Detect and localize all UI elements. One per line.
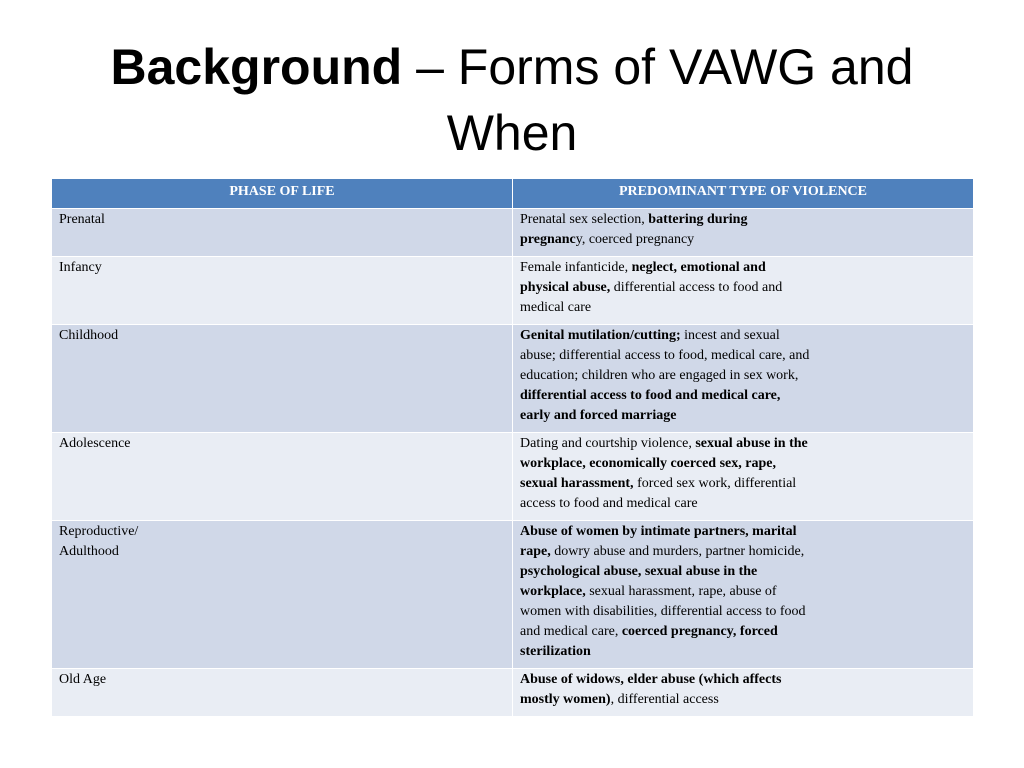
table-row bbox=[52, 209, 974, 257]
slide-title-bold: Background bbox=[110, 39, 403, 95]
phase-label: Adolescence bbox=[59, 436, 131, 451]
violence-text-segment: Prenatal sex selection, bbox=[520, 212, 649, 227]
violence-cell bbox=[513, 325, 974, 433]
violence-text-bold: Abuse of widows, elder abuse (which affects mostly women) bbox=[520, 672, 782, 707]
violence-text-bold: battering during pregnanc bbox=[520, 212, 748, 247]
violence-text bbox=[520, 670, 810, 710]
table-row bbox=[52, 521, 974, 669]
violence-text-segment: Female infanticide, bbox=[520, 260, 632, 275]
header-phase-of-life: PHASE OF LIFE bbox=[52, 179, 513, 209]
violence-text bbox=[520, 258, 810, 318]
vawg-table bbox=[51, 178, 974, 717]
violence-text-segment: y, coerced pregnancy bbox=[575, 232, 695, 247]
phase-cell bbox=[52, 257, 513, 325]
violence-text-segment: incest and sexual abuse; differential access to food, medical care, and education; children who are engaged in sex work, bbox=[520, 328, 810, 383]
violence-text-bold: Abuse of women by intimate partners, marital rape, bbox=[520, 524, 797, 559]
violence-text-segment: forced sex work, differential access to food and medical care bbox=[520, 476, 797, 511]
violence-text-segment: sexual harassment, rape, abuse of women with disabilities, differential access to food and medical care, bbox=[520, 584, 806, 639]
phase-cell bbox=[52, 669, 513, 717]
violence-text-bold: neglect, emotional and physical abuse, bbox=[520, 260, 766, 295]
table-row bbox=[52, 433, 974, 521]
table-row bbox=[52, 325, 974, 433]
violence-text-bold: differential access to food and medical care, early and forced marriage bbox=[520, 388, 781, 423]
phase-label: Infancy bbox=[59, 260, 102, 275]
violence-cell bbox=[513, 433, 974, 521]
violence-cell bbox=[513, 257, 974, 325]
table-row bbox=[52, 669, 974, 717]
header-type-of-violence: PREDOMINANT TYPE OF VIOLENCE bbox=[513, 179, 974, 209]
violence-text bbox=[520, 326, 810, 426]
violence-text-segment: , differential access bbox=[610, 692, 719, 707]
violence-cell bbox=[513, 209, 974, 257]
violence-text-segment: dowry abuse and murders, partner homicide, bbox=[550, 544, 805, 559]
phase-cell bbox=[52, 521, 513, 669]
violence-text bbox=[520, 522, 810, 662]
phase-label: Prenatal bbox=[59, 212, 105, 227]
table-row bbox=[52, 257, 974, 325]
phase-cell bbox=[52, 209, 513, 257]
violence-text-bold: coerced pregnancy, forced sterilization bbox=[520, 624, 778, 659]
phase-label: Childhood bbox=[59, 328, 119, 343]
table-header-row bbox=[52, 179, 974, 209]
phase-cell bbox=[52, 433, 513, 521]
slide-title bbox=[60, 34, 964, 166]
violence-cell bbox=[513, 521, 974, 669]
slide-title-rest: – Forms of VAWG and When bbox=[402, 39, 914, 161]
phase-label: Old Age bbox=[59, 672, 107, 687]
violence-text bbox=[520, 434, 810, 514]
violence-text-bold: Genital mutilation/cutting; bbox=[520, 328, 681, 343]
violence-text-bold: sexual abuse in the workplace, economically coerced sex, rape, sexual harassment, bbox=[520, 436, 808, 491]
violence-text-bold: psychological abuse, sexual abuse in the workplace, bbox=[520, 564, 758, 599]
violence-text bbox=[520, 210, 810, 250]
phase-cell bbox=[52, 325, 513, 433]
violence-text-segment: Dating and courtship violence, bbox=[520, 436, 696, 451]
table-body bbox=[52, 209, 974, 717]
phase-label: Adulthood bbox=[59, 544, 119, 559]
violence-cell bbox=[513, 669, 974, 717]
phase-label: Reproductive/ bbox=[59, 524, 139, 539]
violence-text-segment: differential access to food and medical care bbox=[520, 280, 783, 315]
